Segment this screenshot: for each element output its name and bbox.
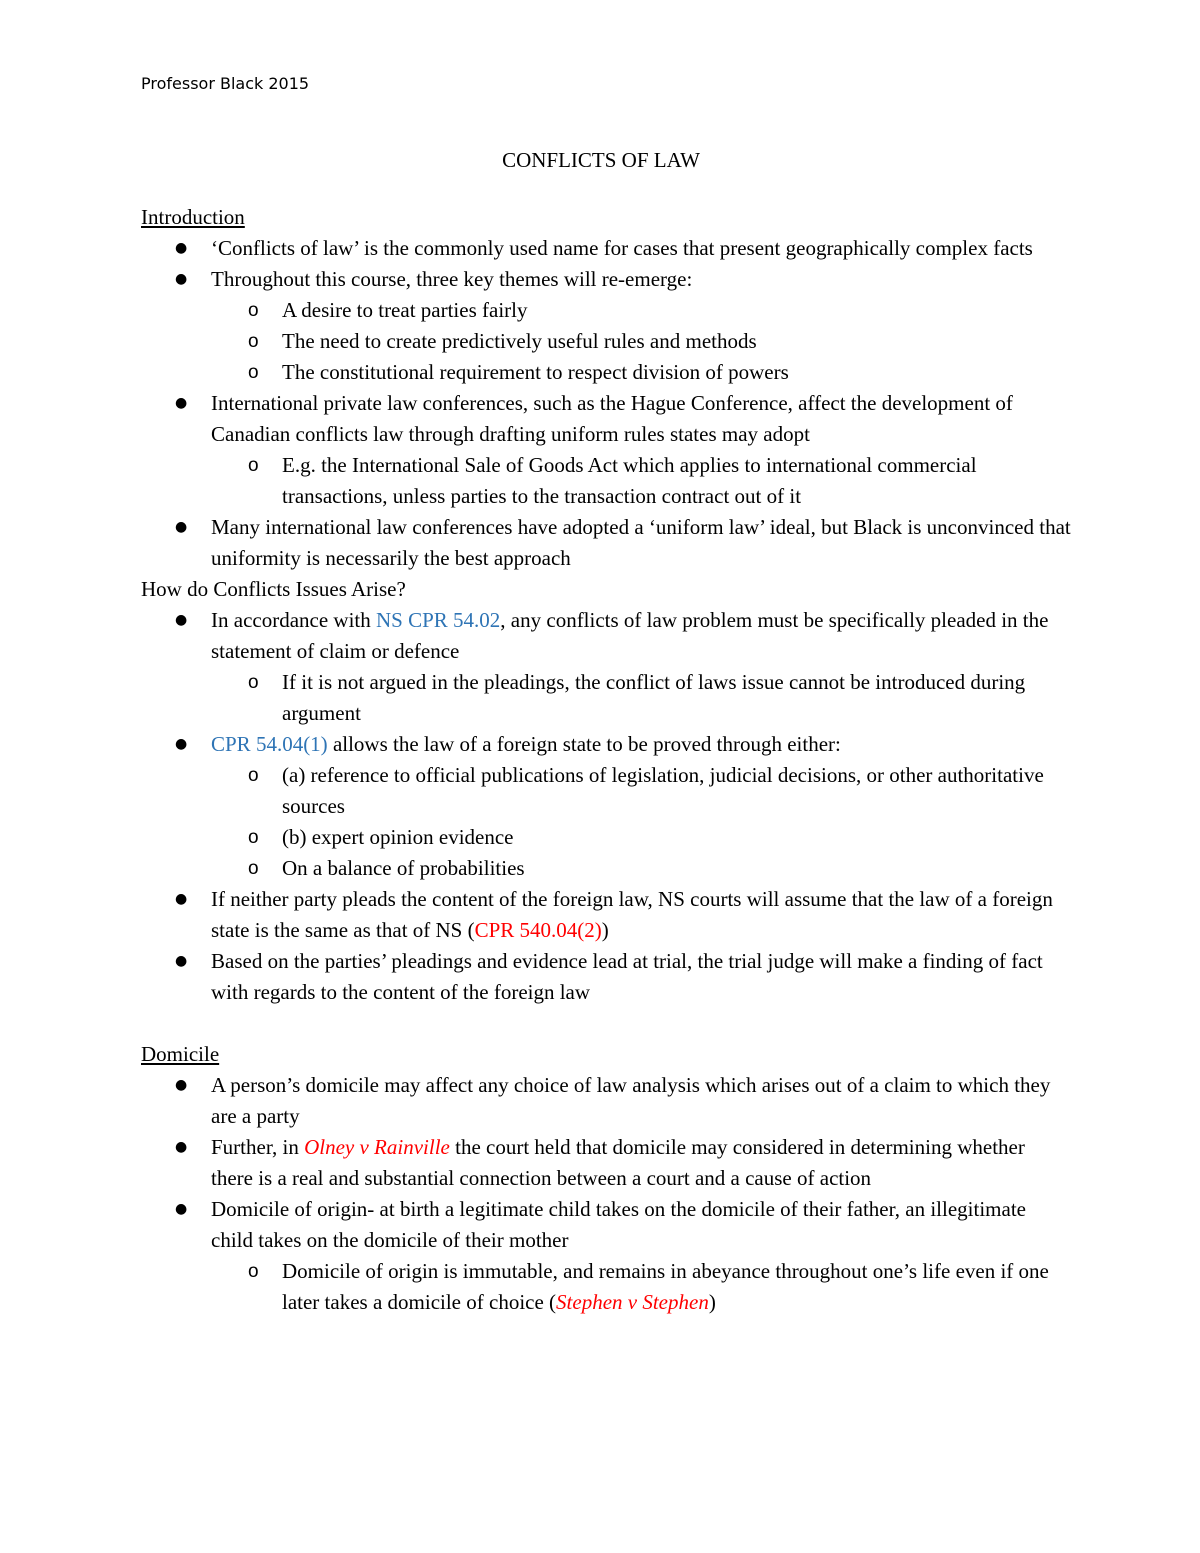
section-heading-domicile: Domicile xyxy=(141,1042,220,1066)
list-item xyxy=(141,605,1071,667)
list-item-text: Domicile of origin- at birth a legitimate child takes on the domicile of their father, an illegitimate child takes on the domicile of their mother xyxy=(211,1197,1026,1252)
list-item xyxy=(141,884,1071,946)
list-item-text: (b) expert opinion evidence xyxy=(282,825,514,849)
list-item-text: Based on the parties’ pleadings and evidence lead at trial, the trial judge will make a finding of fact with regards to the content of the foreign law xyxy=(211,949,1043,1004)
list-item-text: E.g. the International Sale of Goods Act which applies to international commercial transactions, unless parties to the transaction contract out of it xyxy=(282,453,977,508)
sub-list-item xyxy=(141,853,1071,884)
list-item-text: On a balance of probabilities xyxy=(282,856,525,880)
bullet-icon: ● xyxy=(175,395,188,411)
sub-bullet-icon: o xyxy=(248,1261,259,1282)
sub-list-item xyxy=(141,326,1071,357)
paragraph-spacer xyxy=(141,1008,1071,1039)
section-heading-introduction: Introduction xyxy=(141,205,245,229)
list-item xyxy=(141,233,1071,264)
bullet-icon: ● xyxy=(175,1201,188,1217)
list-item-text: A desire to treat parties fairly xyxy=(282,298,528,322)
bullet-icon: ● xyxy=(175,736,188,752)
bullet-icon: ● xyxy=(175,1077,188,1093)
list-item-text: If neither party pleads the content of the foreign law, NS courts will assume that the law of a foreign state is the same as that of NS ( xyxy=(211,887,1053,942)
list-item-text: The need to create predictively useful rules and methods xyxy=(282,329,757,353)
list-item xyxy=(141,729,1071,760)
sub-bullet-icon: o xyxy=(248,331,259,352)
sub-list-item xyxy=(141,357,1071,388)
sub-bullet-icon: o xyxy=(248,827,259,848)
bullet-icon: ● xyxy=(175,891,188,907)
sub-list-item xyxy=(141,822,1071,853)
case-citation: Stephen v Stephen xyxy=(556,1290,709,1314)
list-item-text: ‘Conflicts of law’ is the commonly used name for cases that present geographically complex facts xyxy=(211,236,1033,260)
list-item xyxy=(141,388,1071,450)
sub-bullet-icon: o xyxy=(248,765,259,786)
bullet-icon: ● xyxy=(175,240,188,256)
list-item-text: Further, in xyxy=(211,1135,305,1159)
document-title: CONFLICTS OF LAW xyxy=(502,148,700,172)
sub-list-item xyxy=(141,667,1071,729)
list-item-text: the court held that domicile may considered in determining whether there is a real and substantial connection between a court and a cause of action xyxy=(211,1135,1025,1190)
rule-reference: CPR 54.04(1) xyxy=(211,732,328,756)
list-item-text: (a) reference to official publications of legislation, judicial decisions, or other authoritative sources xyxy=(282,763,1044,818)
list-item xyxy=(141,512,1071,574)
list-item-text: ) xyxy=(708,1290,716,1314)
bullet-icon: ● xyxy=(175,953,188,969)
list-item xyxy=(141,946,1071,1008)
case-citation: Olney v Rainville xyxy=(304,1135,450,1159)
list-item-text: The constitutional requirement to respect division of powers xyxy=(282,360,789,384)
bullet-icon: ● xyxy=(175,271,188,287)
list-item-text: A person’s domicile may affect any choice of law analysis which arises out of a claim to which they are a party xyxy=(211,1073,1051,1128)
sub-list-item xyxy=(141,450,1071,512)
sub-bullet-icon: o xyxy=(248,858,259,879)
sub-bullet-icon: o xyxy=(248,300,259,321)
bullet-icon: ● xyxy=(175,519,188,535)
list-item-text: , any conflicts of law problem must be specifically pleaded in the statement of claim or defence xyxy=(211,608,1049,663)
list-item-text: Throughout this course, three key themes will re-emerge: xyxy=(211,267,693,291)
bullet-icon: ● xyxy=(175,612,188,628)
sub-list-item xyxy=(141,760,1071,822)
list-item-text: Many international law conferences have adopted a ‘uniform law’ ideal, but Black is unconvinced that uniformity is necessarily the best approach xyxy=(211,515,1071,570)
list-item-text: allows the law of a foreign state to be proved through either: xyxy=(327,732,841,756)
rule-reference: NS CPR 54.02 xyxy=(376,608,501,632)
section-heading-conflicts-arise: How do Conflicts Issues Arise? xyxy=(141,577,406,601)
rule-reference: CPR 540.04(2) xyxy=(474,918,602,942)
list-item xyxy=(141,1070,1071,1132)
page-header: Professor Black 2015 xyxy=(141,74,310,93)
document-body xyxy=(141,145,1071,1318)
sub-bullet-icon: o xyxy=(248,672,259,693)
sub-list-item xyxy=(141,1256,1071,1318)
list-item xyxy=(141,1132,1071,1194)
list-item-text: If it is not argued in the pleadings, the conflict of laws issue cannot be introduced during argument xyxy=(282,670,1026,725)
sub-bullet-icon: o xyxy=(248,362,259,383)
list-item xyxy=(141,264,1071,295)
bullet-icon: ● xyxy=(175,1139,188,1155)
sub-bullet-icon: o xyxy=(248,455,259,476)
list-item xyxy=(141,1194,1071,1256)
list-item-text: ) xyxy=(601,918,609,942)
list-item-text: In accordance with xyxy=(211,608,376,632)
sub-list-item xyxy=(141,295,1071,326)
list-item-text: International private law conferences, such as the Hague Conference, affect the development of Canadian conflicts law through drafting uniform rules states may adopt xyxy=(211,391,1013,446)
list-item-text: Domicile of origin is immutable, and remains in abeyance throughout one’s life even if one later takes a domicile of choice ( xyxy=(282,1259,1049,1314)
